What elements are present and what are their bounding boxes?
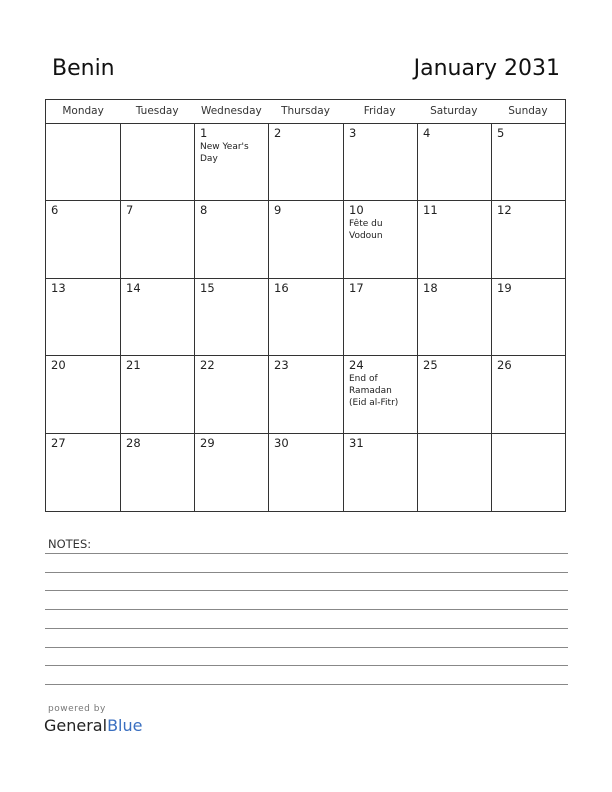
day-cell <box>418 356 492 433</box>
day-cell <box>492 434 565 511</box>
powered-by-text: powered by <box>48 704 106 714</box>
day-number: 9 <box>274 203 282 218</box>
weekday-label: Thursday <box>281 105 330 117</box>
day-cell <box>492 279 565 356</box>
day-number: 13 <box>51 280 66 295</box>
day-cell <box>344 279 418 356</box>
day-cell <box>195 124 269 201</box>
notes-line <box>45 647 568 648</box>
day-cell <box>121 279 195 356</box>
day-number: 15 <box>200 280 215 295</box>
day-number: 17 <box>349 280 364 295</box>
day-number: 24 <box>349 358 364 373</box>
day-number: 22 <box>200 358 215 373</box>
day-number: 6 <box>51 203 59 218</box>
day-number: 5 <box>497 126 505 140</box>
notes-line <box>45 628 568 629</box>
day-cell <box>46 279 121 356</box>
day-cell <box>418 124 492 201</box>
day-cell <box>492 124 565 201</box>
day-cell <box>269 124 344 201</box>
day-cell <box>492 356 565 433</box>
day-cell <box>344 124 418 201</box>
weekday-label: Sunday <box>508 105 548 117</box>
day-cell <box>195 201 269 278</box>
day-number: 7 <box>126 203 134 218</box>
day-number: 16 <box>274 280 289 295</box>
day-cell <box>344 201 418 278</box>
day-cell <box>418 201 492 278</box>
day-cell <box>195 356 269 433</box>
day-cell <box>46 124 121 201</box>
day-cell <box>492 201 565 278</box>
day-number: 30 <box>274 435 289 450</box>
day-cell <box>269 434 344 511</box>
day-number: 10 <box>349 203 364 218</box>
day-number: 21 <box>126 358 141 373</box>
day-cell <box>121 201 195 278</box>
day-number: 23 <box>274 358 289 373</box>
weekday-header <box>46 100 565 124</box>
weekday-label: Saturday <box>430 105 478 117</box>
notes-line <box>45 665 568 666</box>
notes-line <box>45 553 568 554</box>
day-cell <box>269 201 344 278</box>
day-cell <box>195 279 269 356</box>
day-number: 27 <box>51 435 66 450</box>
day-cell <box>269 356 344 433</box>
day-cell <box>195 434 269 511</box>
holiday-label: End of Ramadan (Eid al-Fitr) <box>349 374 399 409</box>
calendar-days <box>46 124 565 511</box>
day-cell <box>121 434 195 511</box>
calendar-grid <box>45 99 566 512</box>
day-number: 29 <box>200 435 215 450</box>
weekday-label: Wednesday <box>200 105 262 117</box>
day-number: 3 <box>349 126 357 140</box>
day-number: 1 <box>200 126 208 140</box>
notes-line <box>45 609 568 610</box>
country-title: Benin <box>52 56 115 81</box>
notes-line <box>45 572 568 573</box>
day-cell <box>46 201 121 278</box>
notes-label: NOTES: <box>48 537 92 551</box>
holiday-label: Fête du Vodoun <box>349 219 383 242</box>
day-number: 8 <box>200 203 208 218</box>
brand-blue: Blue <box>107 716 143 735</box>
month-year-title: January 2031 <box>413 56 560 81</box>
notes-line <box>45 590 568 591</box>
day-cell <box>46 356 121 433</box>
day-cell <box>344 356 418 433</box>
day-cell <box>46 434 121 511</box>
day-cell <box>418 279 492 356</box>
generalblue-logo <box>44 716 142 735</box>
day-cell <box>121 356 195 433</box>
day-cell <box>121 124 195 201</box>
weekday-label: Monday <box>62 105 104 117</box>
brand-general: General <box>44 716 108 735</box>
day-number: 26 <box>497 358 512 373</box>
day-cell <box>344 434 418 511</box>
day-number: 28 <box>126 435 141 450</box>
weekday-label: Friday <box>363 105 396 117</box>
day-number: 25 <box>423 358 438 373</box>
day-number: 19 <box>497 280 512 295</box>
holiday-label: New Year's Day <box>200 142 249 164</box>
day-cell <box>418 434 492 511</box>
day-number: 31 <box>349 435 364 450</box>
day-number: 4 <box>423 126 431 140</box>
day-cell <box>269 279 344 356</box>
notes-line <box>45 684 568 685</box>
day-number: 2 <box>274 126 282 140</box>
day-number: 12 <box>497 203 512 218</box>
weekday-label: Tuesday <box>135 105 179 117</box>
day-number: 14 <box>126 280 141 295</box>
day-number: 11 <box>423 203 438 218</box>
day-number: 20 <box>51 358 66 373</box>
day-number: 18 <box>423 280 438 295</box>
